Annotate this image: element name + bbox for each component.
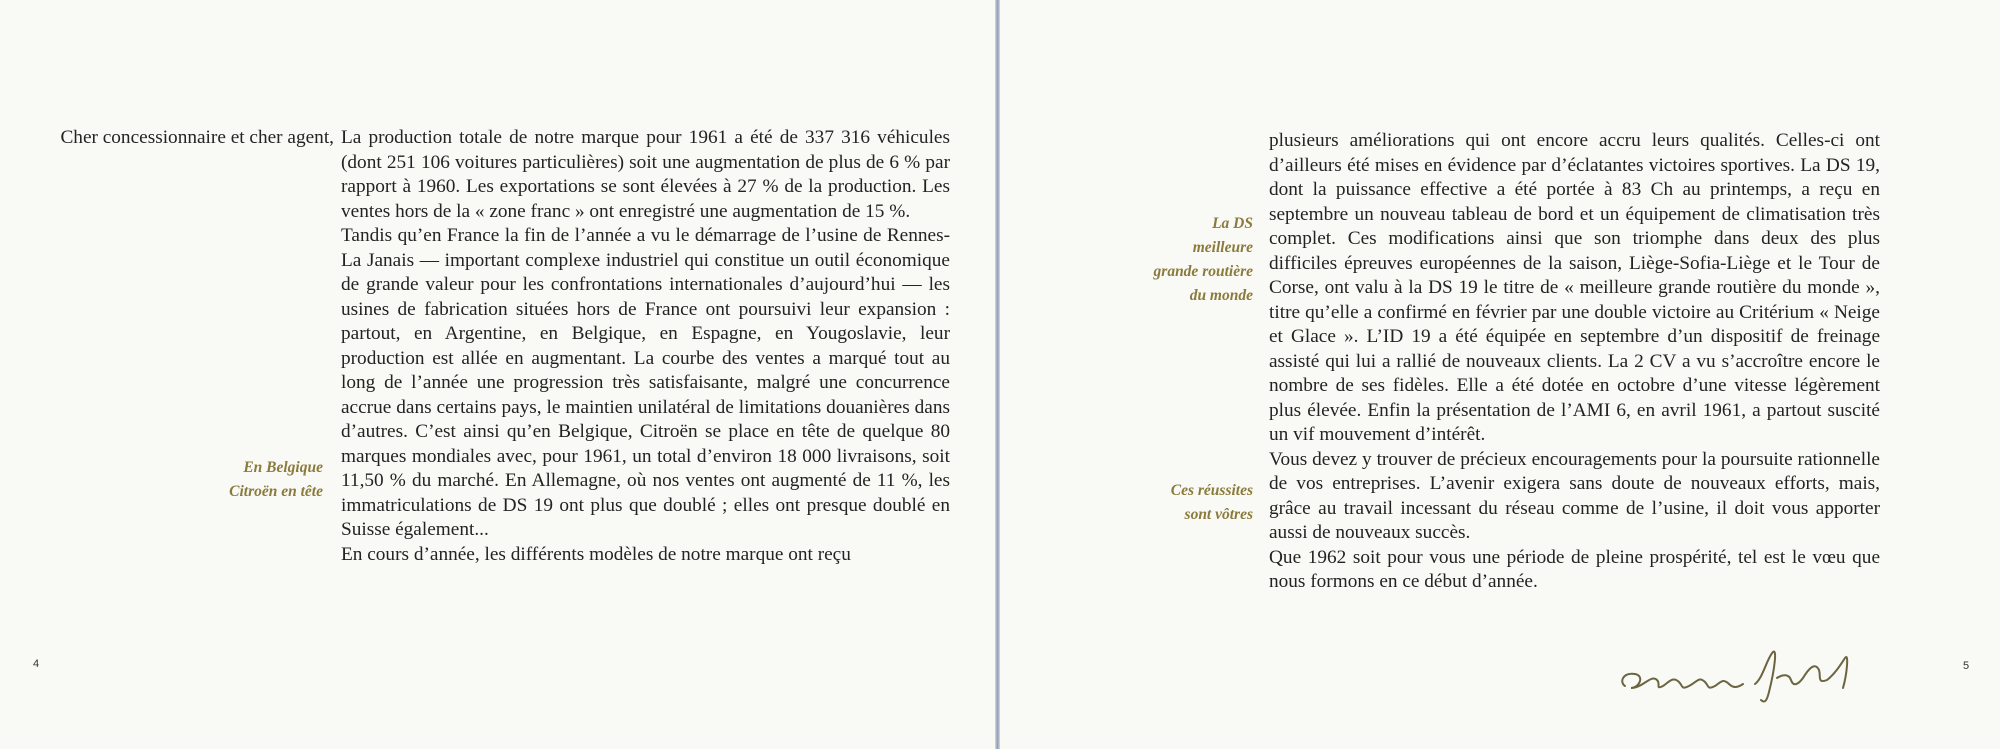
right-body-text: [1269, 129, 1880, 595]
paragraph: plusieurs améliorations qui ont encore accru leurs qualités. Celles-ci ont d’ailleurs été mises en évidence par d’éclatantes victoires sportives. La DS 19, dont la puissance effective a été portée à 83 Ch au printemps, a reçu en septembre un nouveau tableau de bord et un équipement de climatisation très complet. Ces modifications ainsi que son triomphe dans deux des plus difficiles épreuves européennes de la saison, Liège-Sofia-Liège et le Tour de Corse, ont valu à la DS 19 le titre de « meilleure grande routière du monde », titre qu’elle a confirmé en février par une double victoire au Critérium « Neige et Glace ». L’ID 19 a été équipée en septembre d’un dispositif de freinage assisté qui lui a rallié de nouveaux clients. La 2 CV a vu s’accroître encore le nombre de ses fidèles. Elle a été dotée en octobre d’une vitesse légèrement plus élevée. Enfin la présentation de l’AMI 6, en avril 1961, a partout suscité un vif mouvement d’intérêt.: [1269, 130, 1880, 445]
paragraph: En cours d’année, les différents modèles de notre marque ont reçu: [341, 543, 851, 565]
margin-note-line: meilleure: [1192, 239, 1253, 256]
left-page: [0, 0, 996, 749]
signature: [1605, 638, 1885, 708]
left-body-text: [341, 126, 950, 567]
margin-note-line: Citroën en tête: [229, 483, 323, 500]
margin-note-line: La DS: [1212, 215, 1253, 232]
page-number: 4: [33, 658, 40, 670]
margin-note-line: sont vôtres: [1184, 506, 1253, 523]
right-page: [1000, 0, 2000, 749]
page-number: 5: [1963, 660, 1970, 672]
margin-note-line: du monde: [1189, 287, 1253, 304]
margin-note-line: Ces réussites: [1170, 482, 1253, 499]
salutation: Cher concessionnaire et cher agent,: [60, 127, 334, 148]
margin-note-ds: [1154, 212, 1253, 308]
margin-note-line: En Belgique: [243, 459, 323, 476]
paragraph: Que 1962 soit pour vous une période de pleine prospérité, tel est le vœu que nous formons en ce début d’année.: [1269, 546, 1880, 592]
margin-note-line: grande routière: [1153, 263, 1253, 280]
margin-note-reussites: [1171, 479, 1253, 527]
paragraph: Tandis qu’en France la fin de l’année a vu le démarrage de l’usine de Rennes-La Janais — important complexe industriel qui constitue un outil économique de grande valeur pour les confrontations internationales d’aujourd’hui — les usines de fabrication situées hors de France ont poursuivi leur expansion : partout, en Argentine, en Belgique, en Espagne, en Yougoslavie, leur production est allée en augmentant. La courbe des ventes a marqué tout au long de l’année une progression très satisfaisante, malgré une concurrence accrue dans certains pays, le maintien unilatéral de limitations douanières dans d’autres. C’est ainsi qu’en Belgique, Citroën se place en tête de quelque 80 marques mondiales avec, pour 1961, un total d’environ 18 000 livraisons, soit 11,50 % du marché. En Allemagne, où nos ventes ont augmenté de 11 %, les immatriculations de DS 19 ont plus que doublé ; elles ont presque doublé en Suisse également...: [341, 225, 950, 540]
paragraph: La production totale de notre marque pour 1961 a été de 337 316 véhicules (dont 251 106 voitures particulières) soit une augmentation de plus de 6 % par rapport à 1960. Les exportations se sont élevées à 27 % de la production. Les ventes hors de la « zone franc » ont enregistré une augmentation de 15 %.: [341, 127, 950, 222]
margin-note-belgique: [229, 456, 323, 504]
paragraph: Vous devez y trouver de précieux encouragements pour la poursuite rationnelle de vos entreprises. L’avenir exigera sans doute de nouveaux efforts, mais, grâce au travail incessant du réseau comme de l’usine, il doit vous apporter aussi de nouveaux succès.: [1269, 448, 1880, 543]
signature-icon: [1605, 638, 1885, 708]
